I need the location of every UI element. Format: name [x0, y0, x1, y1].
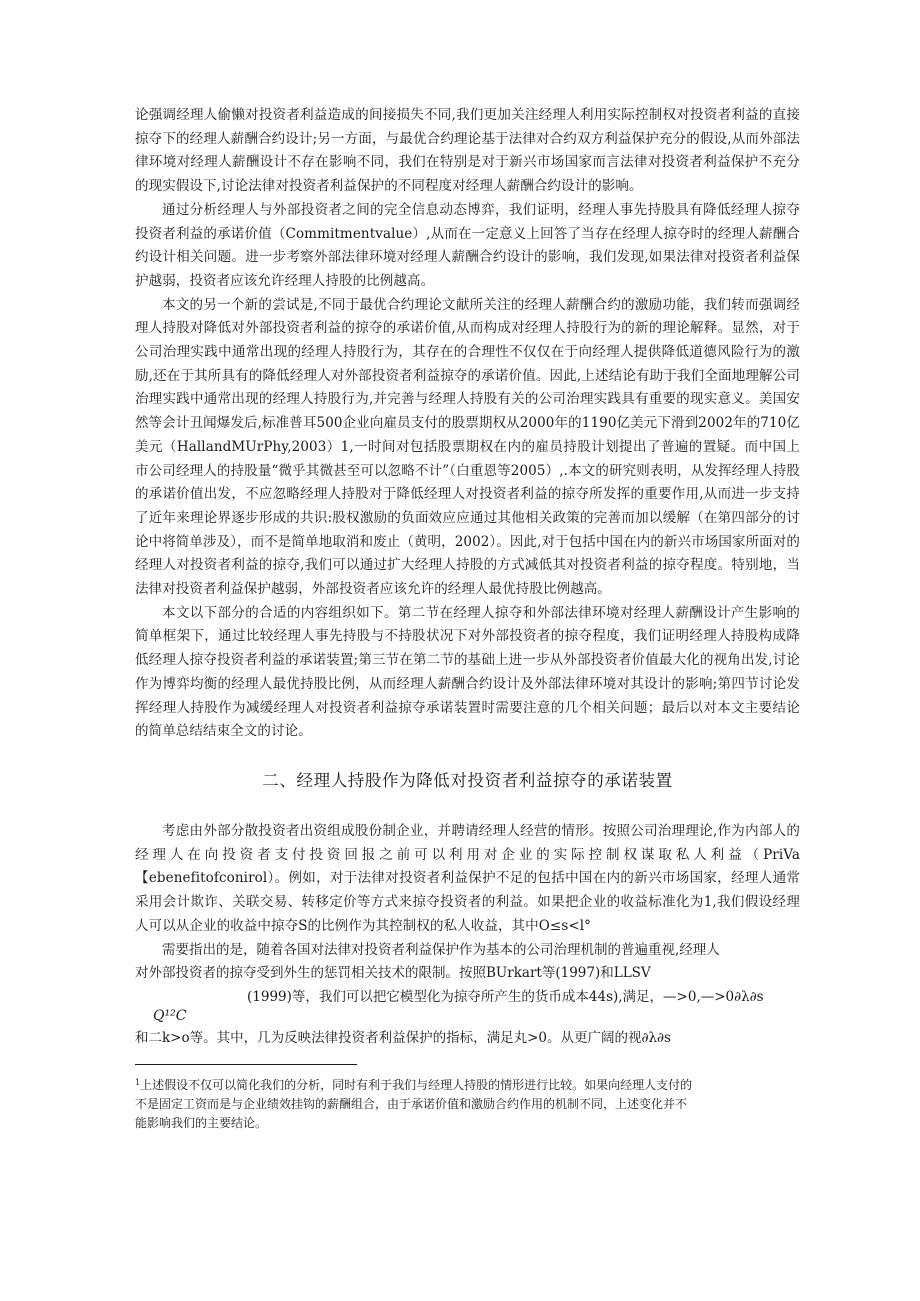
body-paragraph: 本文的另一个新的尝试是,不同于最优合约理论文献所关注的经理人薪酬合约的激励功能，我们转而强调经理人持股对降低对外部投资者利益的掠夺的承诺价值,从而构成对经理人持股行为的新的理论解释。显然，对于公司治理实践中通常出现的经理人持股行为，其存在的合理性不仅仅在于向经理人提供降低道德风险行为的激励,还在于其所具有的降低经理人对外部投资者利益掠夺的承诺价值。因此,上述结论有助于我们全面地理解公司治理实践中通常出现的经理人持股行为,并完善与经理人持股有关的公司治理实践具有重要的现实意义。美国安然等会计丑闻爆发后,标准普耳500企业向雇员支付的股票期权从2000年的1190亿美元下滑到2002年的710亿美元（HallandMUrPhy,2003）1,一时间对包括股票期权在内的雇员持股计划提出了普遍的置疑。而中国上市公司经理人的持股量“微乎其微甚至可以忽略不计”（白重恩等2005）,.本文的研究则表明，从发挥经理人持股的承诺价值出发，不应忽略经理人持股对于降低经理人对投资者利益的掠夺所发挥的重要作用,从而进一步支持了近年来理论界逐步形成的共识:股权激励的负面效应应通过其他相关政策的完善而加以缓解（在第四部分的讨论中将简单涉及），而不是简单地取消和废止（黄明，2002）。因此,对于包括中国在内的新兴市场国家所面对的经理人对投资者利益的掠夺,我们可以通过扩大经理人持股的方式减低其对投资者利益的掠夺程度。特别地，当法律对投资者利益保护越弱，外部投资者应该允许的经理人最优持股比例越高。 — [135, 296, 800, 598]
footnote-divider — [135, 1064, 357, 1065]
text-line: 对外部投资者的掠夺受到外生的惩罚相关技术的限制。按照BUrkart等(1997)和LLSV — [135, 965, 651, 982]
footnote-text: 上述假设不仅可以简化我们的分析，同时有利于我们与经理人持股的情形进行比较。如果向经理人支付的不是固定工资而是与企业绩效挂钩的薪酬组合，由于承诺价值和激励合约作用的机制不同，上述变化并不能影响我们的主要结论。 — [135, 1077, 693, 1130]
body-paragraph: 本文以下部分的合适的内容组织如下。第二节在经理人掠夺和外部法律环境对经理人薪酬设计产生影响的简单框架下，通过比较经理人事先持股与不持股状况下对外部投资者的掠夺程度，我们证明经理人持股构成降低经理人掠夺投资者利益的承诺装置;第三节在第二节的基础上进一步从外部投资者价值最大化的视角出发,讨论作为博弈均衡的经理人最优持股比例，从而经理人薪酬合约设计及外部法律环境对其设计的影响;第四节讨论发挥经理人持股作为减缓经理人对投资者利益掠夺承诺装置时需要注意的几个相关问题；最后以对本文主要结论的简单总结结束全文的讨论。 — [135, 604, 800, 740]
text-line-with-formula: (1999)等，我们可以把它模型化为掠夺所产生的货币成本44s),满足，—>0,—>0∂λ∂s — [247, 988, 764, 1005]
footnote-marker: 1 — [135, 1077, 141, 1087]
paper-page — [135, 104, 800, 1133]
text-line: 和二k>o等。其中，几为反映法律投资者利益保护的指标，满足丸>0。从更广阔的视∂λ∂s — [135, 1029, 671, 1046]
formula-fraction: Q¹²C — [153, 1007, 187, 1024]
body-paragraph: 考虑由外部分散投资者出资组成股份制企业，并聘请经理人经营的情形。按照公司治理理论,作为内部人的经理人在向投资者支付投资回报之前可以利用对企业的实际控制权谋取私人利益（PriVa【ebenefitofconirol）。例如，对于法律对投资者利益保护不足的包括中国在内的新兴市场国家，经理人通常采用会计欺诈、关联交易、转移定价等方式来掠夺投资者的利益。如果把企业的收益标准化为1,我们假设经理人可以从企业的收益中掠夺S的比例作为其控制权的私人收益，其中O≤s<l° — [135, 822, 800, 934]
text-line: 需要指出的是，随着各国对法律对投资者利益保护作为基本的公司治理机制的普遍重视,经理人 — [162, 941, 720, 958]
formula-line — [135, 1007, 800, 1050]
section-heading: 二、经理人持股作为降低对投资者利益掠夺的承诺装置 — [262, 770, 673, 790]
body-paragraph: 论强调经理人偷懒对投资者利益造成的间接损失不同,我们更加关注经理人利用实际控制权对投资者利益的直接掠夺下的经理人薪酬合约设计;另一方面，与最优合约理论基于法律对合约双方利益保护充分的假设,从而外部法律环境对经理人薪酬设计不存在影响不同，我们在特别是对于新兴市场国家而言法律对投资者利益保护不充分的现实假设下,讨论法律对投资者利益保护的不同程度对经理人薪酬合约设计的影响。 — [135, 107, 800, 195]
body-paragraph: 通过分析经理人与外部投资者之间的完全信息动态博弈，我们证明，经理人事先持股具有降低经理人掠夺投资者利益的承诺价值（Commitmentvalue）,从而在一定意义上回答了当存在经理人掠夺时的经理人薪酬合约设计相关问题。进一步考察外部法律环境对经理人薪酬合约设计的影响，我们发现,如果法律对投资者利益保护越弱，投资者应该允许经理人持股的比例越高。 — [135, 201, 800, 289]
footnote — [135, 1073, 695, 1133]
